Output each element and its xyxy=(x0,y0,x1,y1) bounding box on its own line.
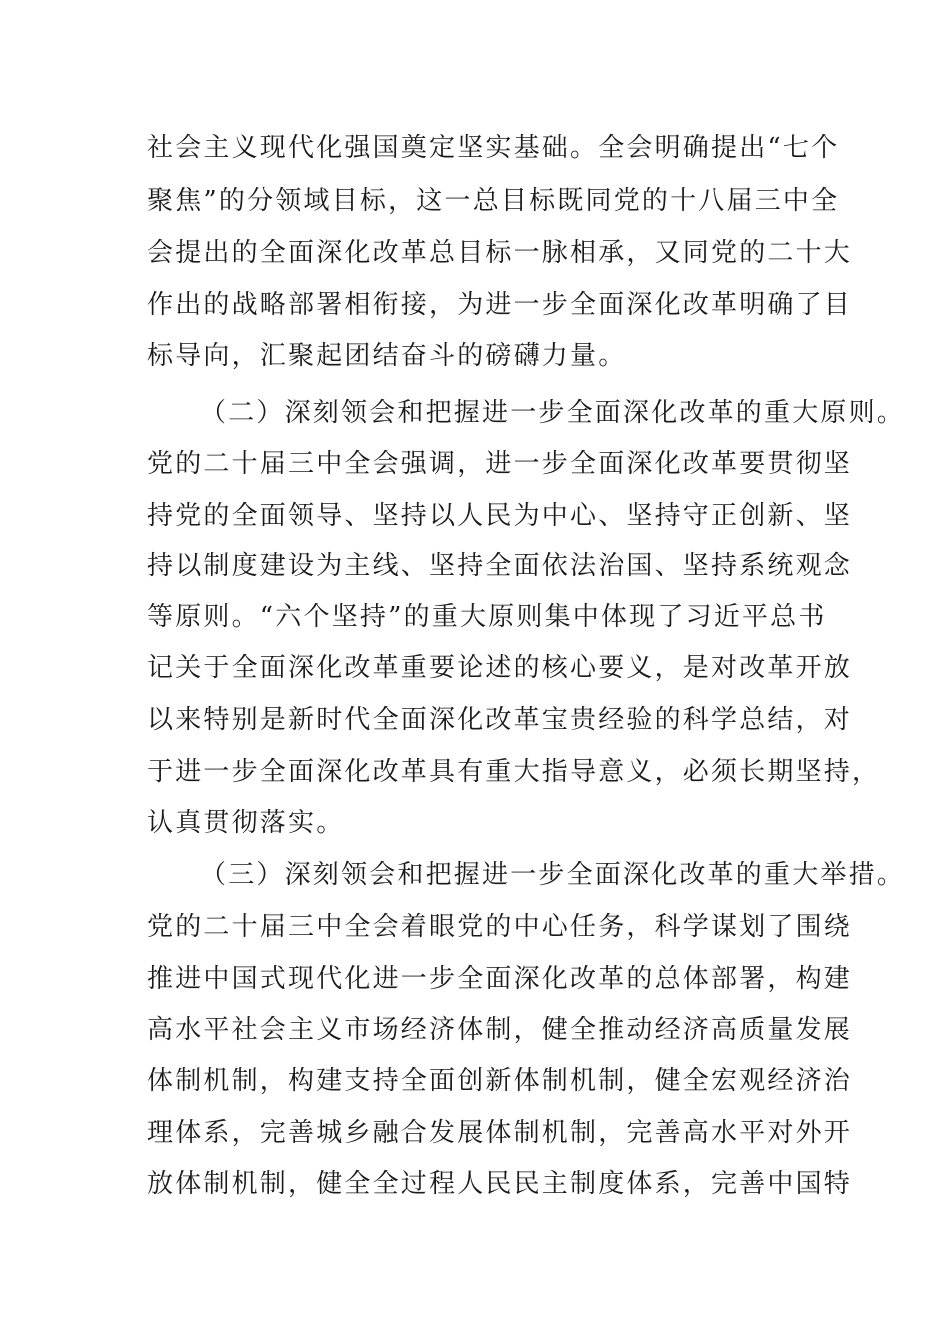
text-line: 记关于全面深化改革重要论述的核心要义，是对改革开放 xyxy=(147,653,853,683)
text-line: 于进一步全面深化改革具有重大指导意义，必须长期坚持， xyxy=(147,757,881,787)
text-line: 标导向，汇聚起团结奋斗的磅礴力量。 xyxy=(147,341,627,371)
section-heading-2: （二）深刻领会和把握进一步全面深化改革的重大原则。 xyxy=(200,398,906,428)
text-line: 高水平社会主义市场经济体制，健全推动经济高质量发展 xyxy=(147,1015,853,1045)
text-line: 认真贯彻落实。 xyxy=(147,808,345,838)
text-line: 等原则。“六个坚持”的重大原则集中体现了习近平总书 xyxy=(147,602,827,632)
text-line: 以来特别是新时代全面深化改革宝贵经验的科学总结，对 xyxy=(147,705,853,735)
section-heading-3: （三）深刻领会和把握进一步全面深化改革的重大举措。 xyxy=(200,860,906,890)
text-line: 党的二十届三中全会强调，进一步全面深化改革要贯彻坚 xyxy=(147,449,853,479)
text-line: 党的二十届三中全会着眼党的中心任务，科学谋划了围绕 xyxy=(147,912,853,942)
text-line: 社会主义现代化强国奠定坚实基础。全会明确提出“七个 xyxy=(147,133,840,163)
text-line: 推进中国式现代化进一步全面深化改革的总体部署，构建 xyxy=(147,964,853,994)
text-line: 聚焦”的分领域目标，这一总目标既同党的十八届三中全 xyxy=(147,186,840,216)
text-line: 持党的全面领导、坚持以人民为中心、坚持守正创新、坚 xyxy=(147,501,853,531)
text-line: 会提出的全面深化改革总目标一脉相承，又同党的二十大 xyxy=(147,238,853,268)
text-line: 放体制机制，健全全过程人民民主制度体系，完善中国特 xyxy=(147,1169,853,1199)
text-line: 体制机制，构建支持全面创新体制机制，健全宏观经济治 xyxy=(147,1066,853,1096)
text-line: 作出的战略部署相衔接，为进一步全面深化改革明确了目 xyxy=(147,290,853,320)
text-line: 理体系，完善城乡融合发展体制机制，完善高水平对外开 xyxy=(147,1118,853,1148)
text-line: 持以制度建设为主线、坚持全面依法治国、坚持系统观念 xyxy=(147,551,853,581)
